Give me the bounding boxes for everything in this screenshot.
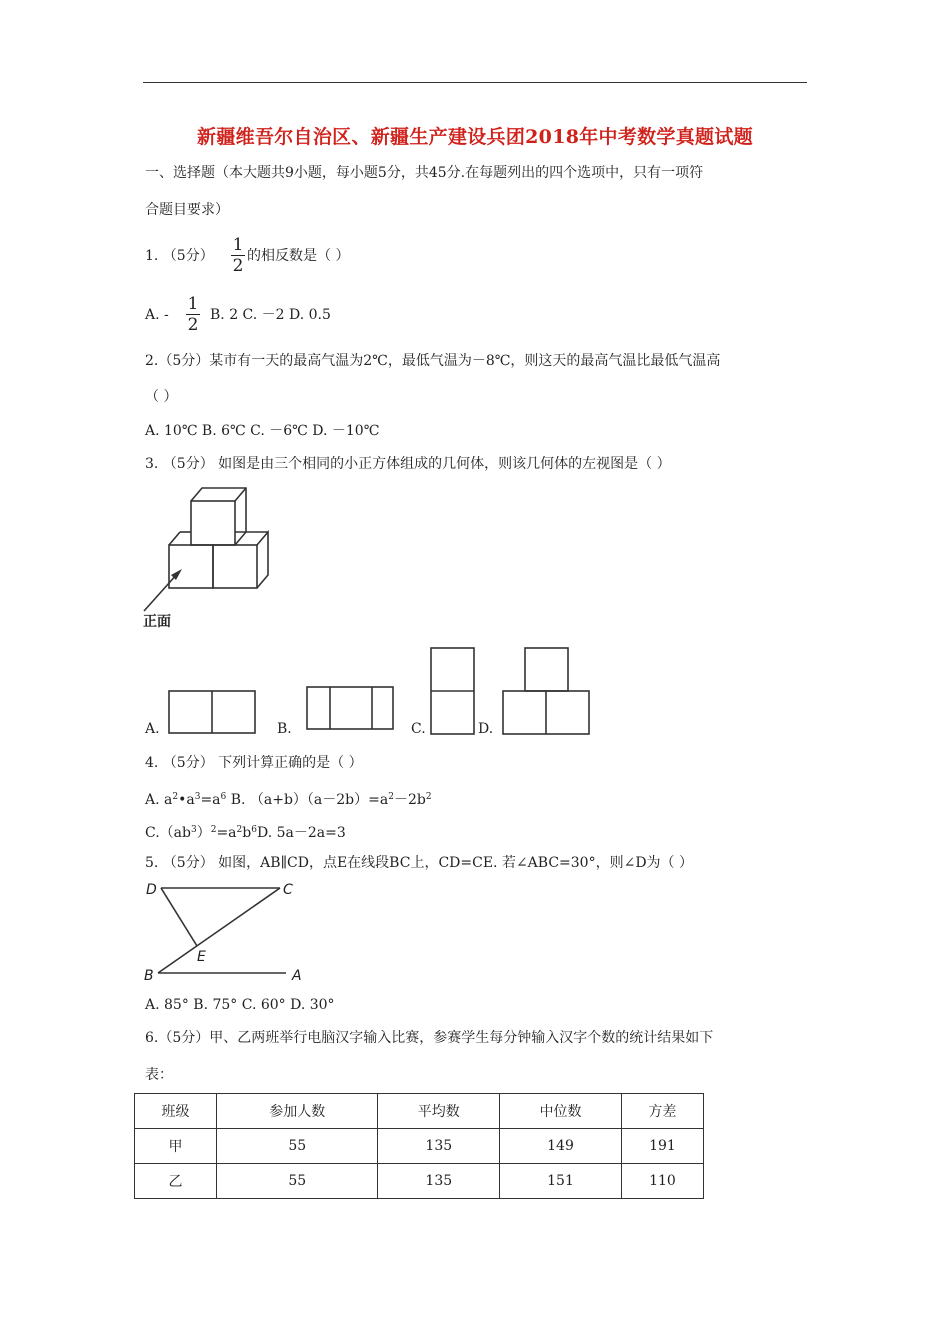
point-label-b: B (144, 968, 154, 984)
point-label-d: D (146, 882, 157, 898)
top-rule (143, 82, 807, 83)
q1-opta-den: 2 (187, 315, 199, 335)
table-header: 方差 (621, 1094, 703, 1129)
table-cell: 191 (621, 1129, 703, 1164)
table-cell: 151 (500, 1164, 622, 1199)
q3-option-b-figure (306, 686, 396, 732)
q4-optb-sup1: 2 (388, 792, 394, 802)
q1-prefix: 1. （5分） (145, 248, 214, 264)
table-header: 中位数 (500, 1094, 622, 1129)
q1-option-a-label: A. - (145, 307, 169, 323)
q5-geometry-figure (140, 876, 320, 986)
q4-optb-2: －2b (393, 792, 426, 808)
table-cell: 55 (217, 1129, 378, 1164)
q4-opta-1: A. a (145, 792, 173, 808)
q1-options-rest: B. 2 C. －2 D. 0.5 (210, 307, 331, 323)
point-label-a: A (292, 968, 302, 984)
q5-stem: 5. （5分） 如图，AB∥CD，点E在线段BC上，CD=CE. 若∠ABC=30°，则∠D为（ ） (145, 855, 693, 871)
q6-stats-table (134, 1093, 704, 1199)
q1-opta-num: 1 (187, 294, 199, 314)
q4-optc-sup1: 3 (190, 825, 197, 835)
q1-frac-den: 2 (232, 256, 244, 276)
q4-stem: 4. （5分） 下列计算正确的是（ ） (145, 755, 363, 771)
table-cell: 135 (378, 1164, 500, 1199)
q4-options-ab (145, 788, 432, 809)
q3-label-c: C. (411, 721, 426, 737)
q4-opta-sup1: 2 (172, 792, 179, 802)
section-heading-line2: 合题目要求） (145, 202, 229, 218)
q3-label-d: D. (478, 721, 494, 737)
q4-optc-2: ） (196, 825, 211, 841)
table-row (135, 1164, 704, 1199)
q4-optc-1: C.（ab (145, 825, 191, 841)
point-label-e: E (197, 949, 206, 965)
q1-stem: 的相反数是（ ） (247, 248, 350, 264)
section-heading-line1: 一、选择题（本大题共9小题，每小题5分，共45分.在每题列出的四个选项中，只有一项符 (145, 165, 704, 181)
q4-optc-3: =a (216, 825, 237, 841)
page-title: 新疆维吾尔自治区、新疆生产建设兵团2018年中考数学真题试题 (197, 126, 753, 148)
q3-option-d-figure (502, 647, 594, 737)
q3-label-a: A. (145, 721, 160, 737)
q4-opta-sup2: 3 (194, 792, 201, 802)
table-cell: 149 (500, 1129, 622, 1164)
q3-option-a-figure (168, 690, 258, 736)
q2-options: A. 10℃ B. 6℃ C. －6℃ D. －10℃ (145, 423, 380, 439)
q4-optd: D. 5a－2a=3 (256, 825, 346, 841)
q6-stem-line2: 表： (145, 1067, 173, 1083)
table-cell: 乙 (135, 1164, 217, 1199)
table-header: 参加人数 (217, 1094, 378, 1129)
q2-stem-line2: （ ） (145, 389, 178, 405)
q4-optb-sup2: 2 (425, 792, 432, 802)
q3-label-b: B. (277, 721, 292, 737)
table-header-row (135, 1094, 704, 1129)
q4-opta-2: •a (178, 792, 195, 808)
table-cell: 甲 (135, 1129, 217, 1164)
q4-options-cd (145, 821, 346, 842)
q1-option-a-fraction (186, 295, 200, 334)
q3-front-label: 正面 (143, 614, 171, 630)
point-label-c: C (283, 882, 293, 898)
q3-option-c-figure (430, 647, 476, 737)
q3-stem: 3. （5分） 如图是由三个相同的小正方体组成的几何体，则该几何体的左视图是（ ） (145, 456, 671, 472)
q2-stem-line1: 2.（5分）某市有一天的最高气温为2℃，最低气温为－8℃，则这天的最高气温比最低气温高 (145, 353, 721, 369)
table-cell: 55 (217, 1164, 378, 1199)
q4-optb-1: B. （a+b）（a－2b）=a (226, 792, 389, 808)
q5-options: A. 85° B. 75° C. 60° D. 30° (145, 997, 335, 1013)
q4-optc-sup3: 2 (236, 825, 243, 835)
table-row (135, 1129, 704, 1164)
table-header: 班级 (135, 1094, 217, 1129)
q4-optc-sup2: 2 (210, 825, 217, 835)
q1-fraction (231, 236, 245, 275)
q4-optc-sup4: 6 (251, 825, 257, 835)
q6-stem-line1: 6.（5分）甲、乙两班举行电脑汉字输入比赛，参赛学生每分钟输入汉字个数的统计结果如下 (145, 1030, 714, 1046)
q1-frac-num: 1 (232, 235, 244, 255)
table-header: 平均数 (378, 1094, 500, 1129)
table-cell: 135 (378, 1129, 500, 1164)
q4-opta-sup3: 6 (220, 792, 227, 802)
q3-cube-figure (140, 480, 280, 635)
q4-opta-3: =a (200, 792, 221, 808)
q4-optc-4: b (242, 825, 252, 841)
table-cell: 110 (621, 1164, 703, 1199)
